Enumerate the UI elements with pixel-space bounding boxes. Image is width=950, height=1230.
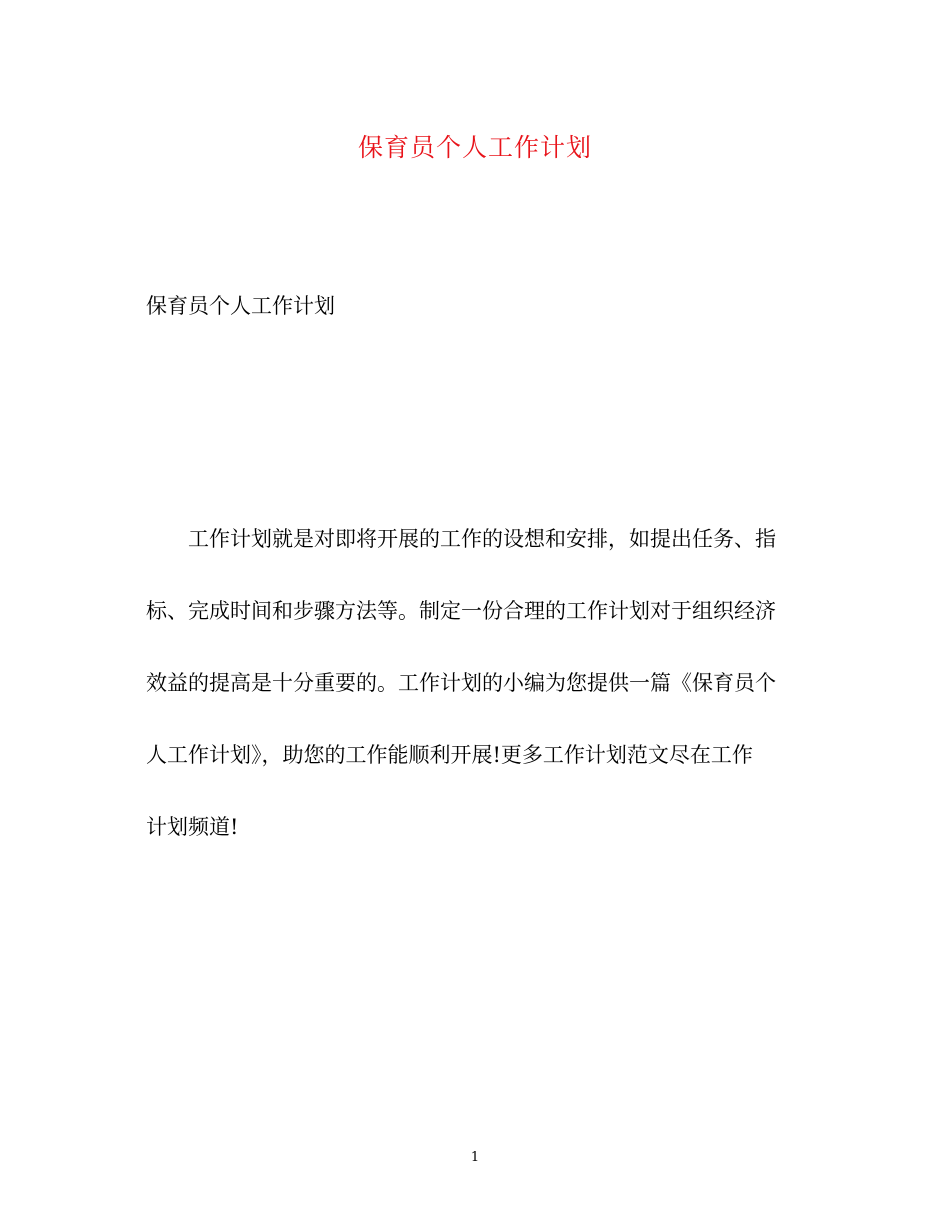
body-line: 人工作计划》，助您的工作能顺利开展!更多工作计划范文尽在工作 (146, 743, 753, 767)
body-line: 标、完成时间和步骤方法等。制定一份合理的工作计划对于组织经济 (146, 599, 776, 623)
body-line: 工作计划就是对即将开展的工作的设想和安排，如提出任务、指 (188, 527, 776, 551)
document-subtitle: 保育员个人工作计划 (146, 294, 335, 318)
body-line: 计划频道! (146, 815, 239, 839)
page-number: 1 (470, 1150, 480, 1165)
document-title: 保育员个人工作计划 (357, 133, 592, 162)
body-paragraph (146, 503, 806, 863)
body-line: 效益的提高是十分重要的。工作计划的小编为您提供一篇《保育员个 (146, 671, 776, 695)
